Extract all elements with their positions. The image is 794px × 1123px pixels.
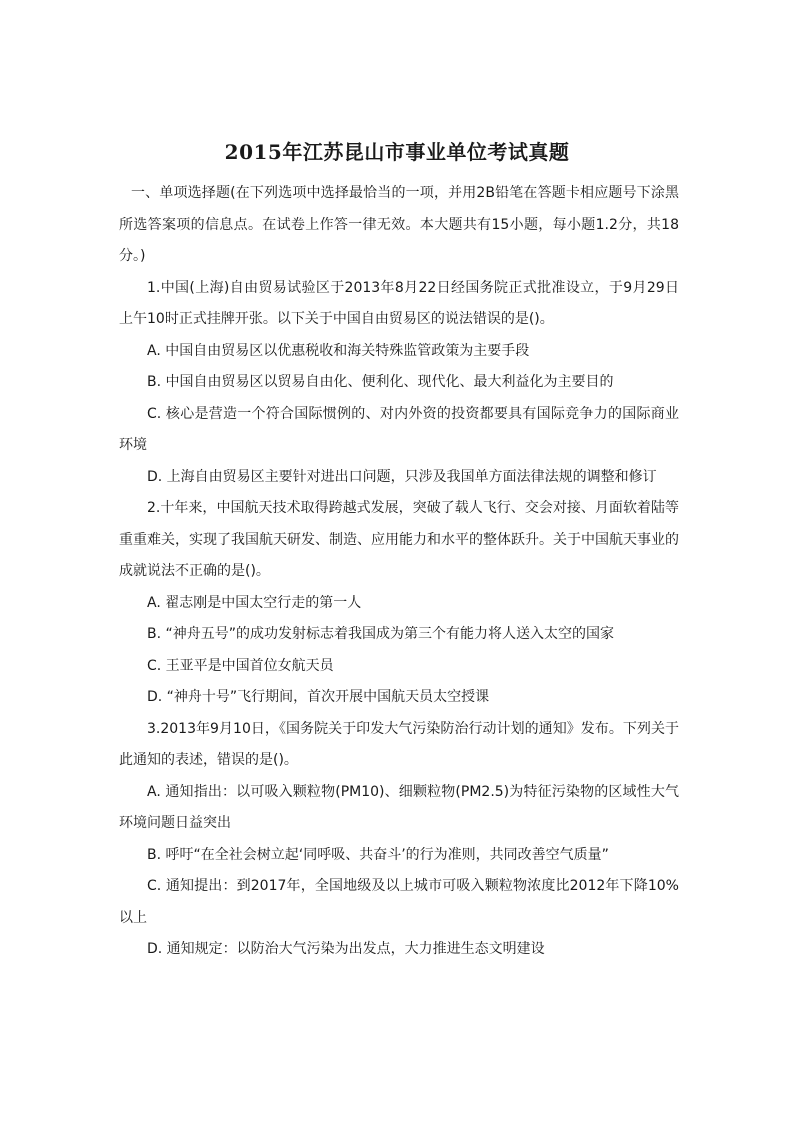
question-option: B. 中国自由贸易区以贸易自由化、便利化、现代化、最大利益化为主要目的 [147, 374, 614, 390]
question-option: A. 通知指出：以可吸入颗粒物(PM10)、细颗粒物(PM2.5)为特征污染物的区域性大气环境问题日益突出 [119, 783, 679, 831]
question-stem: 1.中国(上海)自由贸易试验区于2013年8月22日经国务院正式批准设立，于9月29日上午10时正式挂牌开张。以下关于中国自由贸易区的说法错误的是()。 [119, 279, 679, 327]
question-option: B. “神舟五号”的成功发射标志着我国成为第三个有能力将人送入太空的国家 [147, 626, 615, 642]
question-stem: 3.2013年9月10日，《国务院关于印发大气污染防治行动计划的通知》发布。下列关于此通知的表述，错误的是()。 [119, 720, 679, 768]
question-option: A. 中国自由贸易区以优惠税收和海关特殊监管政策为主要手段 [147, 342, 530, 359]
question-option: D. “神舟十号”飞行期间，首次开展中国航天员太空授课 [147, 689, 490, 705]
section-intro: 一、单项选择题(在下列选项中选择最恰当的一项，并用2B铅笔在答题卡相应题号下涂黑所选答案项的信息点。在试卷上作答一律无效。本大题共有15小题，每小题1.2分，共18分。) [119, 185, 679, 264]
question-option: C. 通知提出：到2017年，全国地级及以上城市可吸入颗粒物浓度比2012年下降10%以上 [119, 878, 679, 926]
page-title: 2015年江苏昆山市事业单位考试真题 [224, 140, 570, 164]
question-stem: 2.十年来，中国航天技术取得跨越式发展，突破了载人飞行、交会对接、月面软着陆等重重难关，实现了我国航天研发、制造、应用能力和水平的整体跃升。关于中国航天事业的成就说法不正确的是()。 [119, 500, 679, 579]
document-body [119, 178, 679, 966]
question-option: C. 核心是营造一个符合国际惯例的、对内外资的投资都要具有国际竞争力的国际商业环境 [119, 405, 679, 453]
question-option: D. 通知规定：以防治大气污染为出发点，大力推进生态文明建设 [147, 941, 545, 957]
question-option: B. 呼吁“在全社会树立起‘同呼吸、共奋斗’的行为准则，共同改善空气质量” [147, 846, 609, 863]
question-option: A. 翟志刚是中国太空行走的第一人 [147, 594, 362, 611]
question-option: D. 上海自由贸易区主要针对进出口问题，只涉及我国单方面法律法规的调整和修订 [147, 468, 657, 485]
question-option: C. 王亚平是中国首位女航天员 [147, 657, 334, 674]
